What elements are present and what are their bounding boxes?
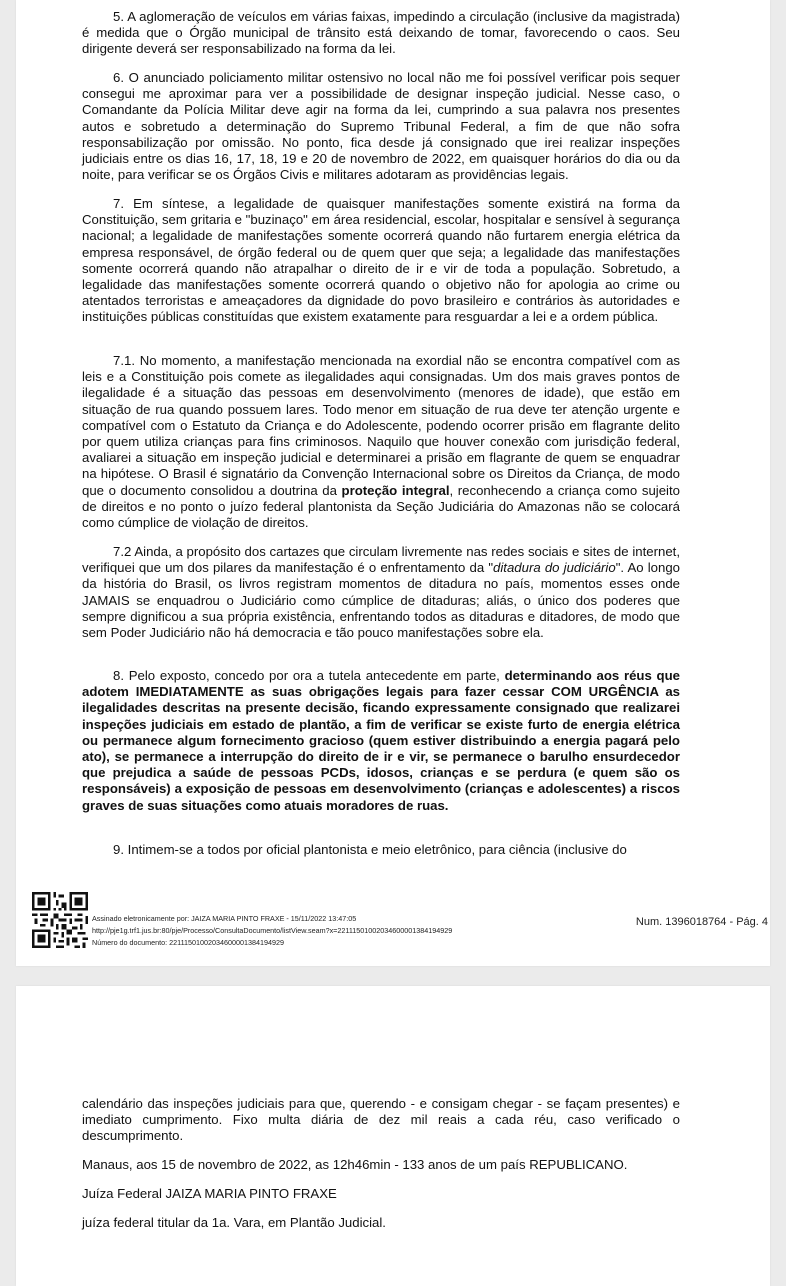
- paragraph-7-1-text-c: , reconhecendo a criança como sujeito de direitos e no ponto o juízo federal plantonista da Seção Judiciária do Amazonas não se colocará como cúmplice de violação de direitos.: [82, 482, 680, 531]
- paragraph-8-bold: determinando aos réus que adotem IMEDIATAMENTE as suas obrigações legais para fazer cessar COM URGÊNCIA as ilegalidades descritas na presente decisão, ficando expressamente consignado que realizarei inspeções judiciais em estado de plantão, a fim de verificar se existe furto de energia elétrica ou permanece algum fornecimento gracioso (quem estiver distribuindo a energia pagará pelo ato), se permanece a interrupção do direito de ir e vir, se permanece o barulho ensurdecedor que prejudica a saúde de pessoas PCDs, idosos, crianças e se perdura (e quem são os responsáveis) a exposição de pessoas em desenvolvimento (crianças e adolescentes) a riscos graves de suas situações como atuais moradores de ruas.: [82, 668, 680, 813]
- paragraph-9-continuation: calendário das inspeções judiciais para que, querendo - e consigam chegar - se façam presentes) e imediato cumprimento. Fixo multa diária de dez mil reais a cada réu, caso verificado o descumprimento.: [82, 1096, 680, 1144]
- signature-info: Assinado eletronicamente por: JAIZA MARIA PINTO FRAXE - 15/11/2022 13:47:05: [92, 914, 357, 923]
- signer-name: Juíza Federal JAIZA MARIA PINTO FRAXE: [82, 1186, 337, 1201]
- paragraph-8: [82, 668, 680, 814]
- qr-code-icon: [32, 892, 88, 948]
- document-number: Número do documento: 22111501002034600001384194929: [92, 938, 284, 947]
- page-number: Num. 1396018764 - Pág. 4: [635, 916, 768, 928]
- paragraph-9: [82, 842, 680, 858]
- paragraph-5-text: 5. A aglomeração de veículos em várias faixas, impedindo a circulação (inclusive da magistrada) é medida que o Órgão municipal de trânsito está deixando de tomar, favorecendo o caos. Seu dirigente deverá ser responsabilizado na forma da lei.: [82, 9, 680, 57]
- paragraph-7-1: [82, 353, 680, 531]
- document-url[interactable]: http://pje1g.trf1.jus.br:80/pje/Processo/ConsultaDocumento/listView.seam?x=22111501002034600001384194929: [92, 926, 453, 935]
- document-page-4: [16, 0, 770, 966]
- paragraph-9-text: 9. Intimem-se a todos por oficial plantonista e meio eletrônico, para ciência (inclusive do: [113, 842, 627, 857]
- signer-title: juíza federal titular da 1a. Vara, em Plantão Judicial.: [82, 1215, 386, 1230]
- paragraph-5: [82, 9, 680, 58]
- paragraph-7-text: 7. Em síntese, a legalidade de quaisquer manifestações somente existirá na forma da Constituição, sem gritaria e "buzinaço" em área residencial, escolar, hospitalar e sensível à segurança nacional; a legalidade de manifestações somente ocorrerá quando não furtarem energia elétrica da empresa responsável, de órgão federal ou de quem quer que seja; a legalidade das manifestações somente ocorrerá quando não atrapalhar o direito de ir e vir de toda a população. Sobretudo, a legalidade das manifestações somente ocorrerá quando o objetivo não for apologia ao crime ou atentados terroristas e ameaçadores da dignidade do povo brasileiro e contrários às autoridades e instituições públicas constituídas que existem exatamente para resguardar a lei e a ordem pública.: [82, 196, 680, 325]
- paragraph-7-2-text-c: ". Ao longo da história do Brasil, os livros registram momentos de ditadura no país, momentos esses onde JAMAIS se enquadrou o Judiciário como cúmplice de ditaduras; aliás, o único dos poderes que sempre dignificou a sua própria existência, enfrentando todos as ditaduras e ditadores, de modo que sem Poder Judiciário não há democracia e tão pouco manifestações sobre ela.: [82, 560, 680, 641]
- paragraph-6-text: 6. O anunciado policiamento militar ostensivo no local não me foi possível verificar pois sequer consegui me aproximar para ver a possibilidade de designar inspeção judicial. Nesse caso, o Comandante da Polícia Militar deve agir na forma da lei, cumprindo a sua palavra nos presentes autos e sobretudo a determinação do Supremo Tribunal Federal, a fim de que não sofra responsabilização por omissão. No ponto, fica desde já consignado que irei realizar inspeções judiciais entre os dias 16, 17, 18, 19 e 20 de novembro de 2022, em quaisquer horários do dia ou da noite, para verificar se os Órgãos Civis e militares adotaram as providências legais.: [82, 70, 680, 183]
- paragraph-7-2-italic: ditadura do judiciário: [493, 560, 616, 576]
- paragraph-7-1-text-a: 7.1. No momento, a manifestação mencionada na exordial não se encontra compatível com as leis e a Constituição pois comete as ilegalidades aqui consignadas. Um dos mais graves pontos de ilegalidade é a situação das pessoas em desenvolvimento (menores de idade), que estão em situação de rua quando possuem lares. Todo menor em situação de rua deve ter atenção urgente e compatível com o Estatuto da Criança e do Adolescente, podendo ocorrer prisão em flagrante delito por quem utiliza crianças para fins criminosos. Naquilo que houver conexão com jurisdição federal, avaliarei a situação em inspeção judicial e determinarei a prisão em flagrante de quem se enquadrar na hipótese. O Brasil é signatário da Convenção Internacional sobre os Direitos da Criança, de modo que o documento consolidou a doutrina da: [82, 353, 680, 498]
- paragraph-7: [82, 196, 680, 326]
- paragraph-6: [82, 70, 680, 183]
- paragraph-7-2-text-a: 7.2 Ainda, a propósito dos cartazes que circulam livremente nas redes sociais e sites de internet, verifiquei que um dos pilares da manifestação é o enfrentamento da ": [82, 544, 680, 576]
- paragraph-7-2: [82, 544, 680, 641]
- paragraph-8-text-a: 8. Pelo exposto, concedo por ora a tutela antecedente em parte,: [113, 668, 505, 683]
- closing-date: Manaus, aos 15 de novembro de 2022, as 12h46min - 133 anos de um país REPUBLICANO.: [82, 1157, 628, 1172]
- document-page-5: [16, 986, 770, 1286]
- paragraph-7-1-bold: proteção integral: [341, 482, 450, 498]
